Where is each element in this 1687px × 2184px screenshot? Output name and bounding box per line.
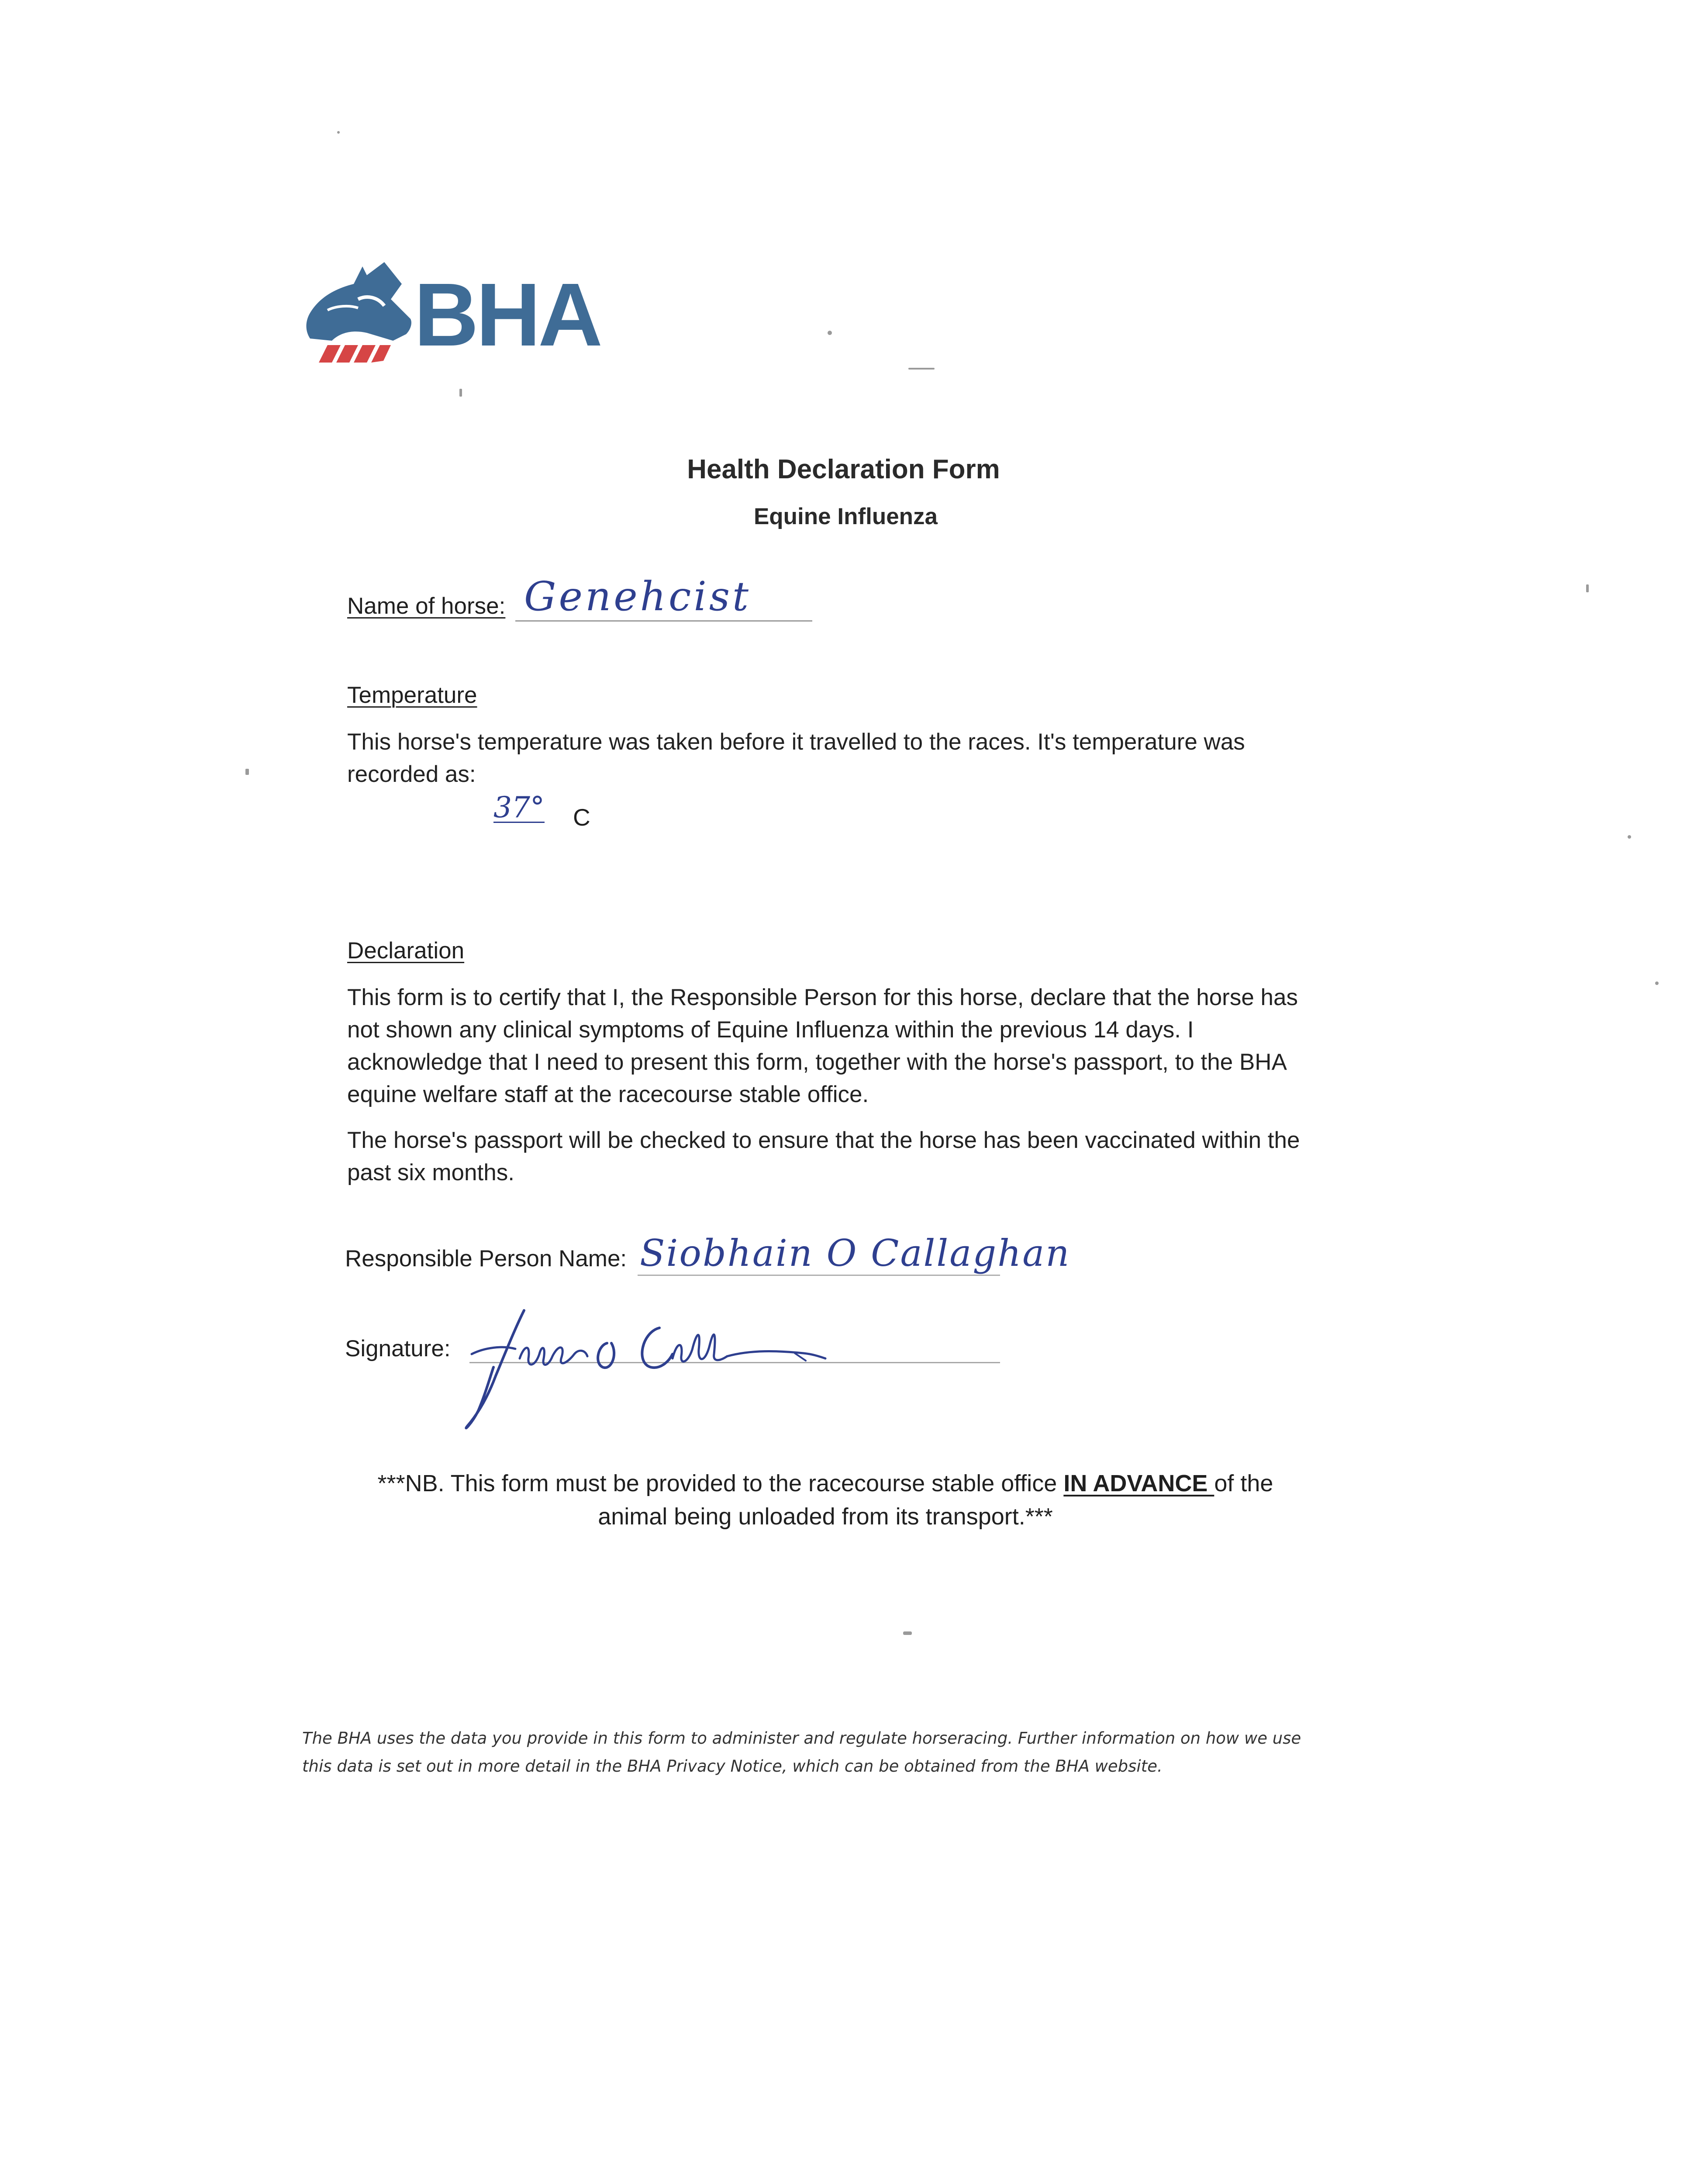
horse-name-field[interactable]: Genehcist: [524, 573, 752, 620]
bha-logo: [301, 258, 600, 367]
scan-speck: [903, 1631, 912, 1635]
scan-speck: [459, 389, 462, 397]
advance-notice-emphasis: IN ADVANCE: [1063, 1470, 1214, 1496]
declaration-paragraph-2: The horse's passport will be checked to ensure that the horse has been vaccinated within the past six months.: [347, 1127, 1300, 1185]
scan-speck: [1586, 584, 1589, 592]
page-subtitle: Equine Influenza: [753, 504, 938, 529]
signature-image[interactable]: [454, 1302, 847, 1433]
temperature-heading: Temperature: [347, 682, 477, 708]
scan-speck: [1655, 981, 1659, 985]
page-title: Health Declaration Form: [687, 454, 1000, 484]
responsible-person-label: Responsible Person Name:: [345, 1246, 627, 1272]
signature-label: Signature:: [345, 1336, 451, 1362]
horse-head-icon: [301, 258, 415, 367]
responsible-person-line: [638, 1275, 1000, 1276]
horse-name-label: Name of horse:: [347, 593, 506, 619]
scan-speck: [245, 769, 249, 775]
advance-notice-suffix: of the animal being unloaded from its transport.***: [598, 1470, 1273, 1530]
temperature-unit: C: [573, 804, 590, 831]
temperature-text: This horse's temperature was taken before it travelled to the races. It's temperature was recorded as:: [347, 729, 1245, 787]
scan-speck: [908, 368, 935, 370]
temperature-field[interactable]: 37°: [493, 791, 545, 824]
responsible-person-field[interactable]: Siobhain O Callaghan: [640, 1232, 1071, 1275]
scan-speck: [1628, 835, 1631, 839]
advance-notice-prefix: ***NB. This form must be provided to the racecourse stable office: [377, 1470, 1064, 1496]
logo-text: BHA: [414, 265, 600, 365]
scan-speck: [337, 131, 340, 134]
scan-speck: [828, 331, 832, 335]
declaration-heading: Declaration: [347, 938, 465, 964]
declaration-paragraph-1: This form is to certify that I, the Responsible Person for this horse, declare that the horse has not shown any clinical symptoms of Equine Influenza within the previous 14 days. I acknowledge that I need to present this form, together with the horse's passport, to the BHA equine welfare staff at the racecourse stable office.: [347, 985, 1298, 1107]
privacy-footer: The BHA uses the data you provide in this form to administer and regulate horseracing. Further information on how we use this data is set out in more detail in the BHA Privacy Notice, which can be obtained from the BHA website.: [302, 1729, 1301, 1776]
advance-notice: [362, 1467, 1288, 1533]
horse-name-line: [515, 620, 812, 622]
